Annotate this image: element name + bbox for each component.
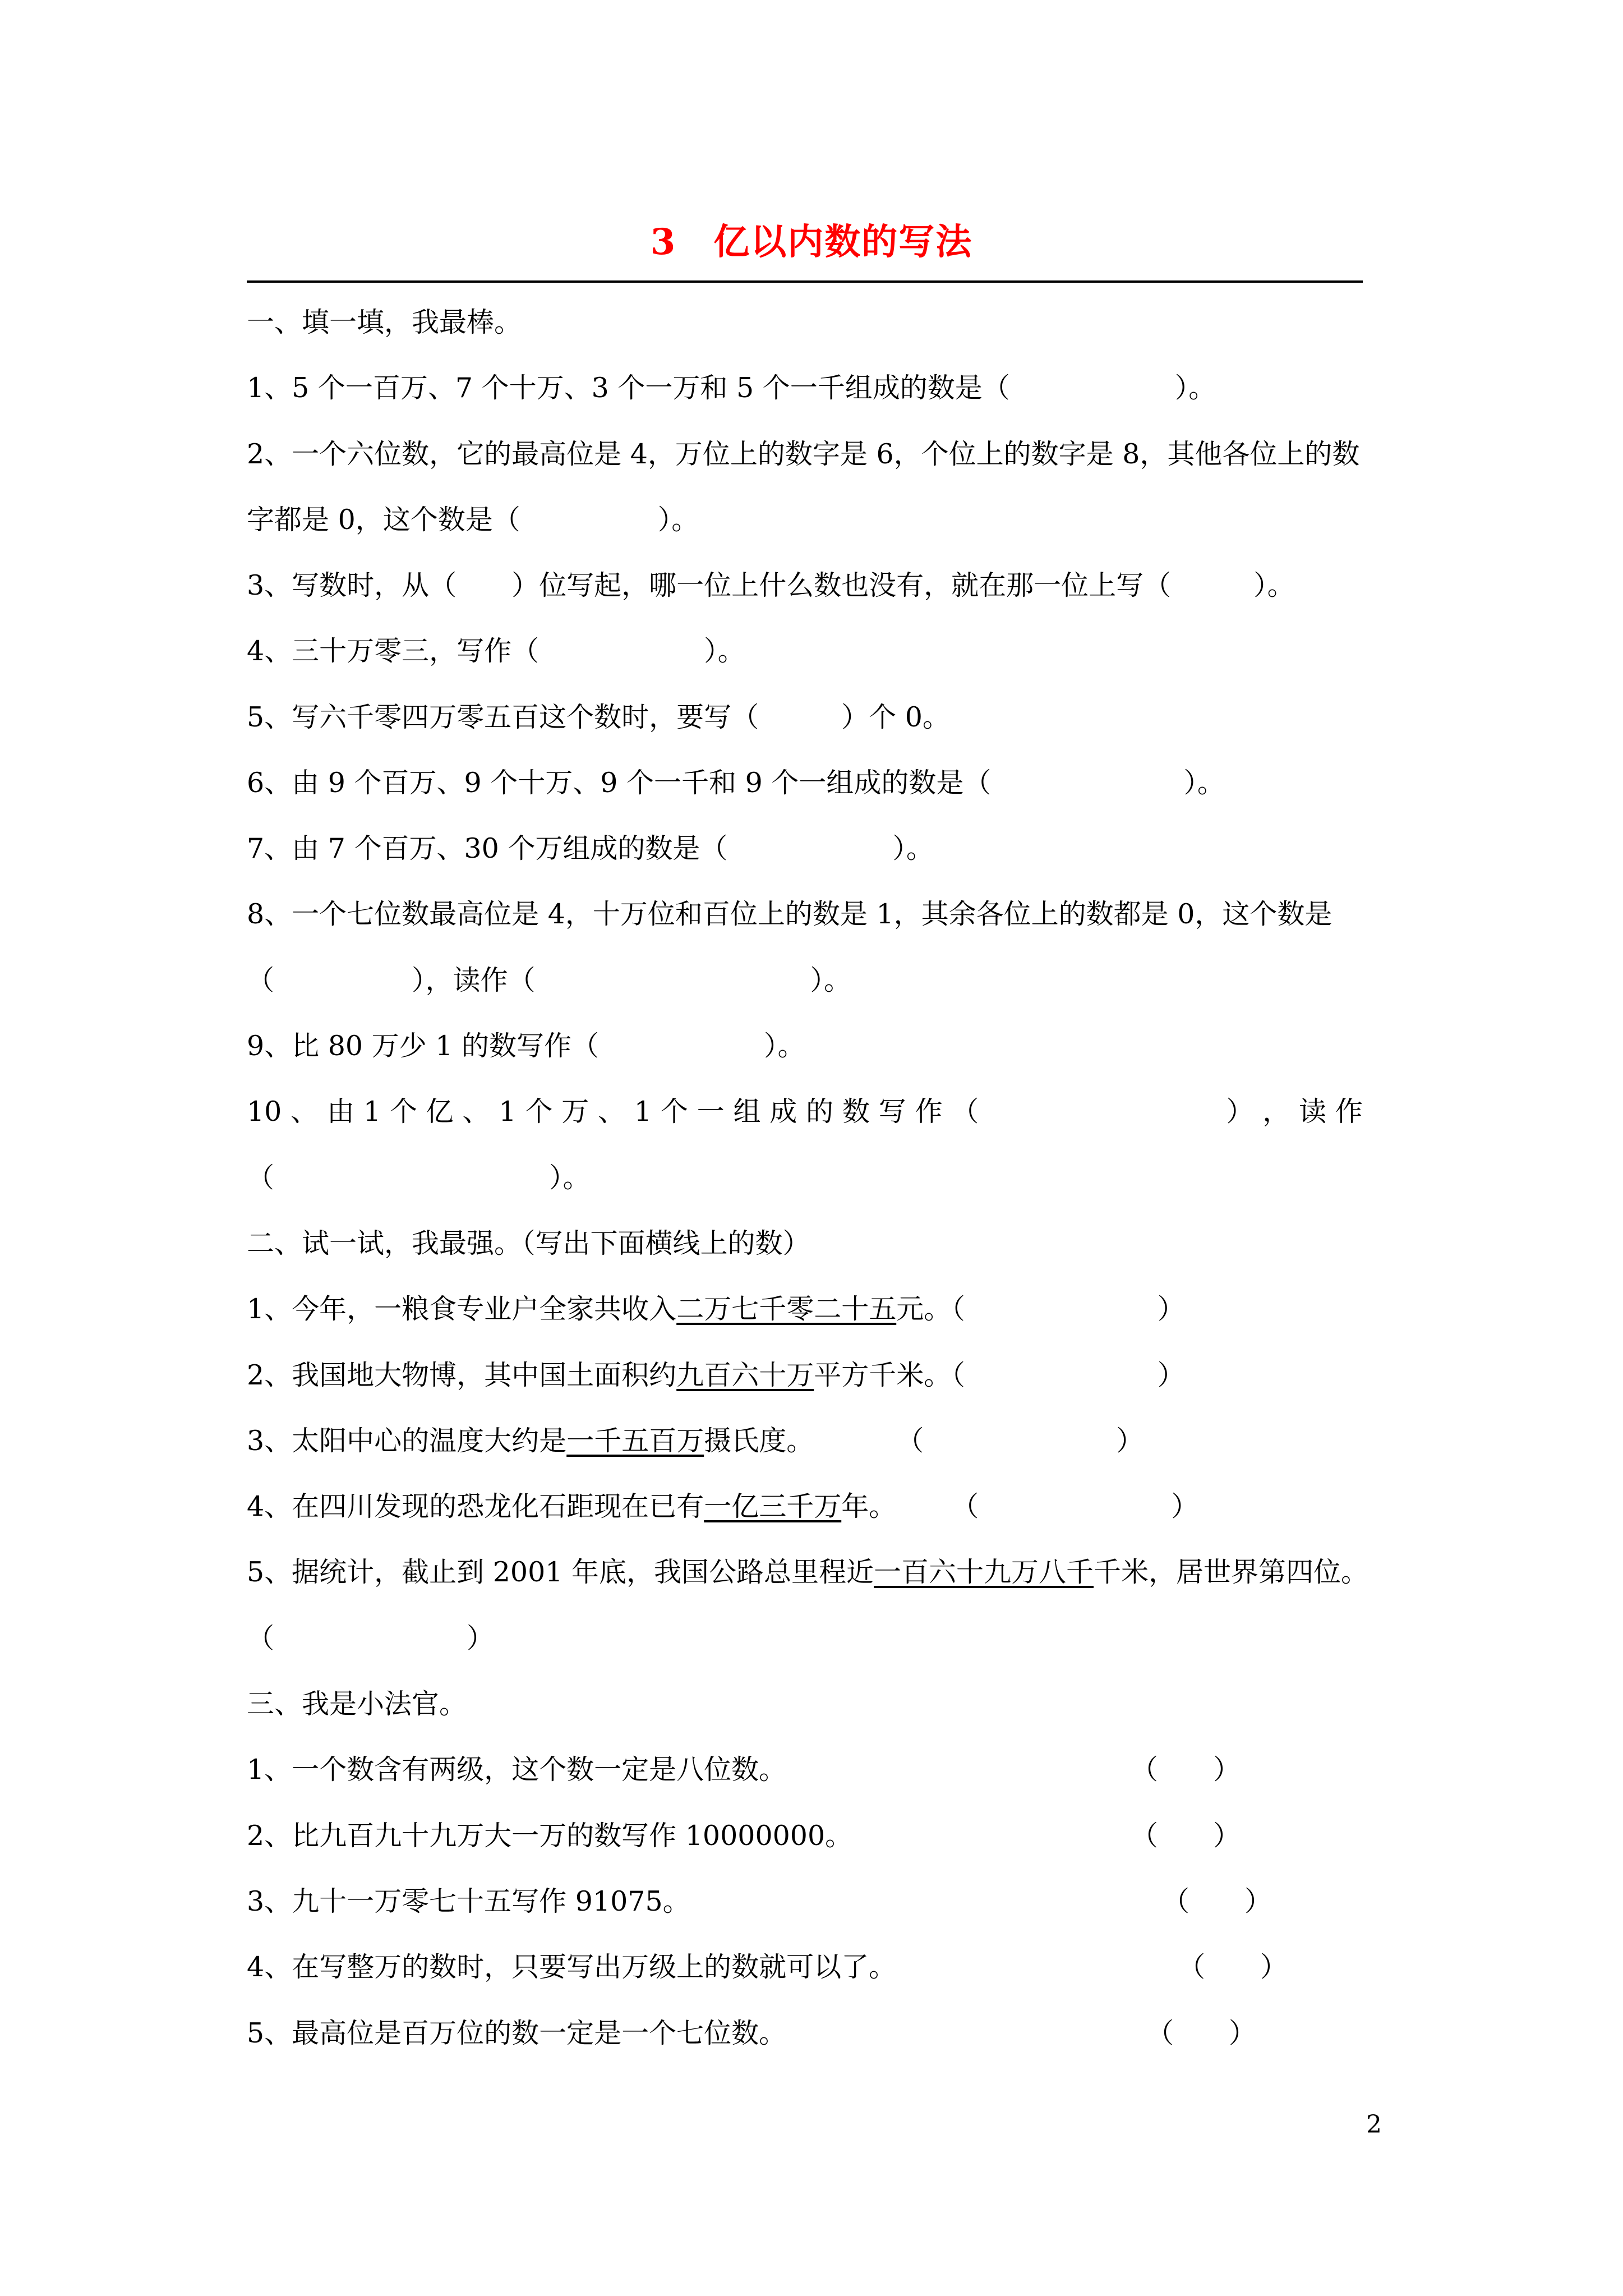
s1-question-3: 3、写数时，从（ ）位写起，哪一位上什么数也没有，就在那一位上写（ ）。: [247, 569, 1295, 601]
s1-question-2-line2: 字都是 0，这个数是（ ）。: [247, 504, 699, 536]
s2-q4-underlined: 一亿三千万: [704, 1490, 842, 1522]
q10-part: 1: [363, 1096, 381, 1128]
q10-part: 作: [915, 1096, 943, 1128]
s1-question-10-line2: （ ）。: [247, 1162, 591, 1194]
s2-q2-answer: 平方千米。（ ）: [814, 1359, 1185, 1391]
s2-q1-text: 1、今年，一粮食专业户全家共收入: [247, 1293, 677, 1325]
q10-part: 亿: [426, 1096, 454, 1128]
s2-q4-answer: 年。 （ ）: [841, 1490, 1199, 1522]
q10-part: 一: [697, 1096, 725, 1128]
s2-q3-answer: 摄氏度。 （ ）: [704, 1425, 1144, 1457]
q10-part: 读: [1299, 1096, 1327, 1128]
q10-part: 数: [842, 1096, 870, 1128]
s3-question-3: 3、九十一万零七十五写作 91075。: [247, 1885, 690, 1917]
q10-part: 组: [733, 1096, 761, 1128]
s3-q1-bracket: （ ）: [1131, 1754, 1241, 1786]
section2-heading: 二、试一试，我最强。（写出下面横线上的数）: [247, 1227, 810, 1259]
s3-question-5: 5、最高位是百万位的数一定是一个七位数。: [247, 2017, 787, 2049]
s3-q5-bracket: （ ）: [1146, 2017, 1257, 2049]
s1-question-1: 1、5 个一百万、7 个十万、3 个一万和 5 个一千组成的数是（ ）。: [247, 372, 1216, 404]
section3-heading: 三、我是小法官。: [247, 1688, 467, 1720]
s2-q4-text: 4、在四川发现的恐龙化石距现在已有: [247, 1490, 704, 1522]
q10-part: 由: [327, 1096, 355, 1128]
q10-part: （ ）: [951, 1096, 1254, 1128]
s2-q1-answer: 元。（ ）: [896, 1293, 1185, 1325]
s1-question-7: 7、由 7 个百万、30 个万组成的数是（ ）。: [247, 832, 934, 864]
page-number: 2: [1366, 2110, 1382, 2139]
q10-part: 个: [389, 1096, 417, 1128]
s2-q5-tail: 千米，居世界第四位。: [1094, 1556, 1369, 1588]
s1-question-5: 5、写六千零四万零五百这个数时，要写（ ）个 0。: [247, 701, 950, 733]
s2-q1-underlined: 二万七千零二十五: [676, 1293, 897, 1325]
q10-part: 1: [499, 1096, 517, 1128]
s3-q4-bracket: （ ）: [1178, 1951, 1288, 1983]
s2-q5-underlined: 一百六十九万八千: [874, 1556, 1094, 1588]
s1-question-8-line1: 8、一个七位数最高位是 4，十万位和百位上的数是 1，其余各位上的数都是 0，这个数是: [247, 898, 1332, 930]
q10-part: 1: [634, 1096, 652, 1128]
q10-part: 个: [660, 1096, 688, 1128]
q10-part: 、: [597, 1096, 625, 1128]
page-title: 3 亿以内数的写法: [650, 221, 973, 263]
q10-part: 的: [806, 1096, 834, 1128]
s1-question-6: 6、由 9 个百万、9 个十万、9 个一千和 9 个一组成的数是（ ）。: [247, 767, 1225, 799]
s2-q3-underlined: 一千五百万: [566, 1425, 704, 1457]
s2-question-5-answer: （ ）: [247, 1622, 495, 1654]
s2-question-4: [247, 1487, 1198, 1526]
q10-part: 、: [291, 1096, 319, 1128]
title-rule: [247, 280, 1363, 283]
q10-part: 成: [769, 1096, 797, 1128]
s2-question-2: [247, 1356, 1185, 1395]
s1-question-4: 4、三十万零三，写作（ ）。: [247, 635, 745, 667]
s2-question-5: [247, 1553, 1368, 1592]
s1-question-10-line1: [247, 1092, 1363, 1131]
s1-question-9: 9、比 80 万少 1 的数写作（ ）。: [247, 1030, 805, 1062]
s3-q2-bracket: （ ）: [1131, 1820, 1241, 1852]
q10-part: 写: [878, 1096, 906, 1128]
s2-question-3: [247, 1421, 1144, 1461]
q10-part: 万: [561, 1096, 589, 1128]
s2-q2-underlined: 九百六十万: [676, 1359, 814, 1391]
s3-question-2: 2、比九百九十九万大一万的数写作 10000000。: [247, 1820, 853, 1852]
s3-q3-bracket: （ ）: [1162, 1885, 1272, 1917]
s1-question-8-line2: （ ），读作（ ）。: [247, 964, 852, 996]
q10-part: 10: [247, 1096, 282, 1128]
s2-question-1: [247, 1290, 1185, 1329]
q10-part: 个: [525, 1096, 553, 1128]
q10-part: 作: [1335, 1096, 1363, 1128]
s2-q5-text: 5、据统计，截止到 2001 年底，我国公路总里程近: [247, 1556, 874, 1588]
s3-question-1: 1、一个数含有两级，这个数一定是八位数。: [247, 1754, 787, 1786]
s3-question-4: 4、在写整万的数时，只要写出万级上的数就可以了。: [247, 1951, 897, 1983]
s2-q2-text: 2、我国地大物博，其中国土面积约: [247, 1359, 677, 1391]
q10-part: ，: [1262, 1096, 1290, 1128]
s1-question-2-line1: 2、一个六位数，它的最高位是 4，万位上的数字是 6，个位上的数字是 8，其他各位上的数: [247, 438, 1360, 470]
q10-part: 、: [462, 1096, 490, 1128]
section1-heading: 一、填一填，我最棒。: [247, 306, 522, 338]
s2-q3-text: 3、太阳中心的温度大约是: [247, 1425, 567, 1457]
